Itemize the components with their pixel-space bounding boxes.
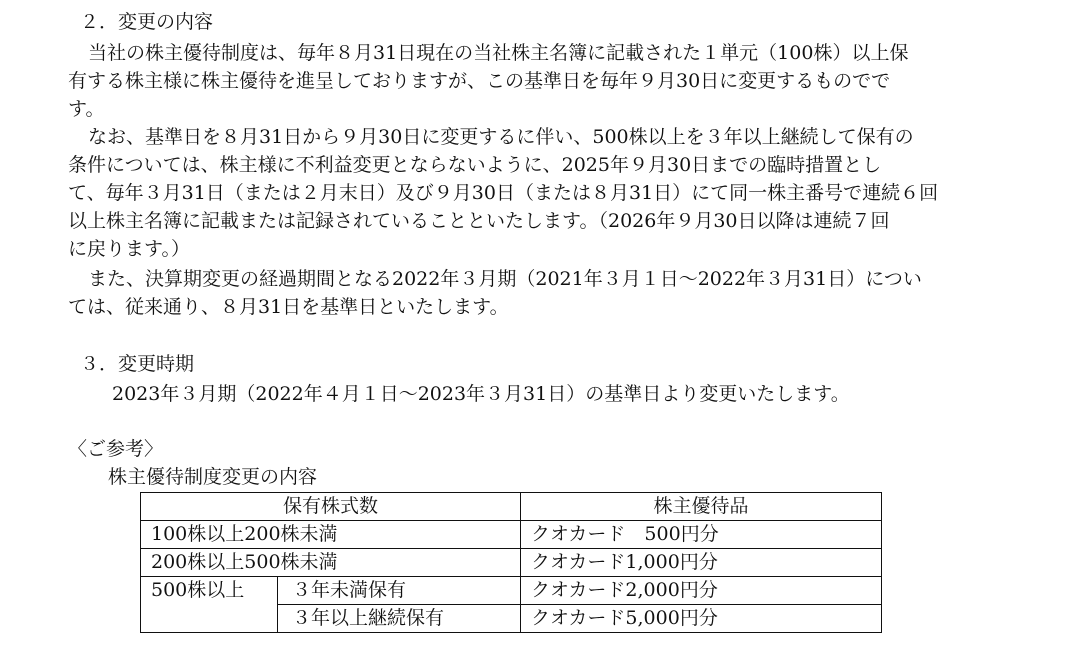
- section-2-para2-line1: なお、基準日を８月31日から９月30日に変更するに伴い、500株以上を３年以上継続して保有の: [88, 126, 914, 148]
- table-row: [141, 521, 882, 549]
- section-2-para3-line2: ては、従来通り、８月31日を基準日といたします。: [68, 296, 509, 318]
- shares-range-cell: 100株以上200株未満: [141, 521, 521, 549]
- perk-cell: クオカード 500円分: [521, 521, 882, 549]
- holding-period-cell: ３年以上継続保有: [278, 605, 521, 633]
- section-3-heading: ３．変更時期: [80, 353, 195, 375]
- section-2-para2-line5: に戻ります。）: [68, 238, 190, 260]
- section-2-para2-line4: 以上株主名簿に記載または記録されていることといたします。（2026年９月30日以降は連続７回: [68, 210, 890, 232]
- section-2-para1-line3: す。: [68, 98, 105, 120]
- shares-range-cell: 500株以上: [141, 577, 278, 633]
- section-2-para1-line1: 当社の株主優待制度は、毎年８月31日現在の当社株主名簿に記載された１単元（100株）以上保: [88, 42, 909, 64]
- section-2-para2-line3: て、毎年３月31日（または２月末日）及び９月30日（または８月31日）にて同一株主番号で連続６回: [68, 182, 939, 204]
- shares-range-cell: 200株以上500株未満: [141, 549, 521, 577]
- perks-table: [140, 492, 882, 633]
- table-row: [141, 577, 882, 605]
- section-2-para1-line2: 有する株主様に株主優待を進呈しておりますが、この基準日を毎年９月30日に変更するものでで: [68, 70, 891, 92]
- section-2-para3-line1: また、決算期変更の経過期間となる2022年３月期（2021年３月１日～2022年３月31日）につい: [88, 268, 922, 290]
- reference-label: 〈ご参考〉: [68, 438, 164, 460]
- section-3-body: 2023年３月期（2022年４月１日～2023年３月31日）の基準日より変更いたします。: [112, 383, 850, 405]
- table-header-row: [141, 493, 882, 521]
- section-2-para2-line2: 条件については、株主様に不利益変更とならないように、2025年９月30日までの臨時措置とし: [68, 154, 882, 176]
- section-2-heading: ２．変更の内容: [80, 11, 214, 33]
- table-row: [141, 549, 882, 577]
- perk-cell: クオカード5,000円分: [521, 605, 882, 633]
- perk-cell: クオカード1,000円分: [521, 549, 882, 577]
- header-shares-held: 保有株式数: [141, 493, 521, 521]
- header-perk-item: 株主優待品: [521, 493, 882, 521]
- holding-period-cell: ３年未満保有: [278, 577, 521, 605]
- reference-subtitle: 株主優待制度変更の内容: [108, 466, 318, 488]
- perk-cell: クオカード2,000円分: [521, 577, 882, 605]
